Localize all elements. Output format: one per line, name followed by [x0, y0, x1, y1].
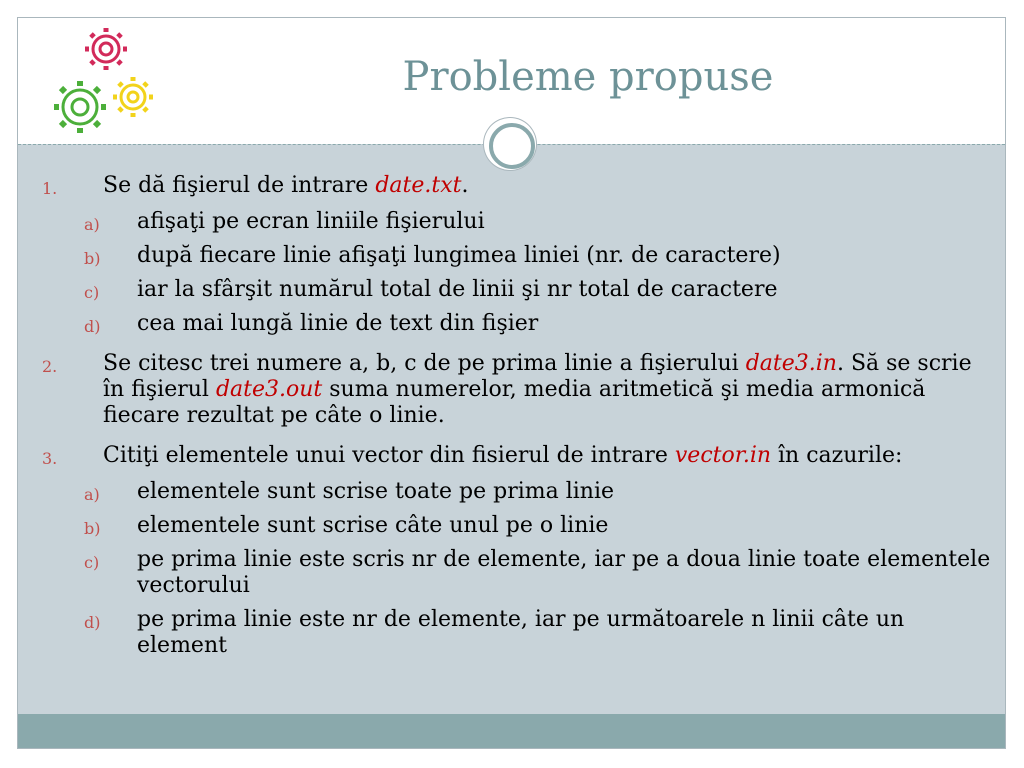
- list-number: 2.: [42, 357, 58, 376]
- sub-item: [38, 277, 998, 303]
- sub-text: pe prima linie este nr de elemente, iar pe următoarele n linii câte un element: [137, 607, 905, 658]
- list-item: [38, 173, 998, 199]
- sub-text: pe prima linie este scris nr de elemente, iar pe a doua linie toate elementele vectorului: [137, 547, 991, 598]
- gear-icon-red: [85, 28, 127, 70]
- sub-text: iar la sfârşit numărul total de linii şi nr total de caractere: [137, 277, 778, 302]
- sub-item: [38, 311, 998, 337]
- list-item: [38, 443, 998, 469]
- sub-list: [38, 479, 998, 659]
- sub-letter: c): [84, 283, 100, 302]
- sub-text: după fiecare linie afişaţi lungimea liniei (nr. de caractere): [137, 243, 781, 268]
- item-text: .: [461, 173, 469, 198]
- item-text: . Să se scrie în fişierul: [103, 351, 972, 402]
- filename: date3.in: [745, 351, 837, 376]
- sub-letter: d): [84, 317, 101, 336]
- gear-icon-yellow: [113, 77, 153, 117]
- sub-text: elementele sunt scrise toate pe prima linie: [137, 479, 615, 504]
- sub-item: [38, 243, 998, 269]
- list-number: 1.: [42, 179, 58, 198]
- item-text: în cazurile:: [771, 443, 903, 468]
- sub-letter: c): [84, 553, 100, 572]
- gear-icon-green: [54, 81, 106, 133]
- sub-item: [38, 479, 998, 505]
- filename: date3.out: [215, 377, 323, 402]
- list-number: 3.: [42, 449, 58, 468]
- sub-letter: b): [84, 249, 101, 268]
- item-text: Se citesc trei numere a, b, c de pe prima linie a fişierului: [103, 351, 746, 376]
- sub-list: [38, 209, 998, 337]
- page-title: Probleme propuse: [402, 54, 774, 100]
- sub-item: [38, 209, 998, 235]
- footer-bar: [18, 714, 1005, 748]
- filename: vector.in: [674, 443, 772, 468]
- sub-letter: a): [84, 485, 100, 504]
- sub-letter: a): [84, 215, 100, 234]
- sub-item: [38, 513, 998, 539]
- item-text: Citiţi elementele unui vector din fisierul de intrare: [103, 443, 675, 468]
- sub-item: [38, 607, 998, 659]
- sub-letter: b): [84, 519, 101, 538]
- filename: date.txt: [375, 173, 462, 198]
- item-text: suma numerelor, media aritmetică şi media armonică fiecare rezultat pe câte o linie.: [103, 377, 926, 428]
- list-item: [38, 351, 998, 429]
- gears-logo: [44, 24, 174, 144]
- sub-text: afişaţi pe ecran liniile fişierului: [137, 209, 485, 234]
- sub-item: [38, 547, 998, 599]
- sub-text: elementele sunt scrise câte unul pe o linie: [137, 513, 609, 538]
- sub-text: cea mai lungă linie de text din fişier: [137, 311, 539, 336]
- slide: [17, 17, 1006, 749]
- ring-ornament-icon: [484, 118, 536, 170]
- problem-list: [38, 173, 998, 669]
- item-text: Se dă fişierul de intrare: [103, 173, 376, 198]
- sub-letter: d): [84, 613, 101, 632]
